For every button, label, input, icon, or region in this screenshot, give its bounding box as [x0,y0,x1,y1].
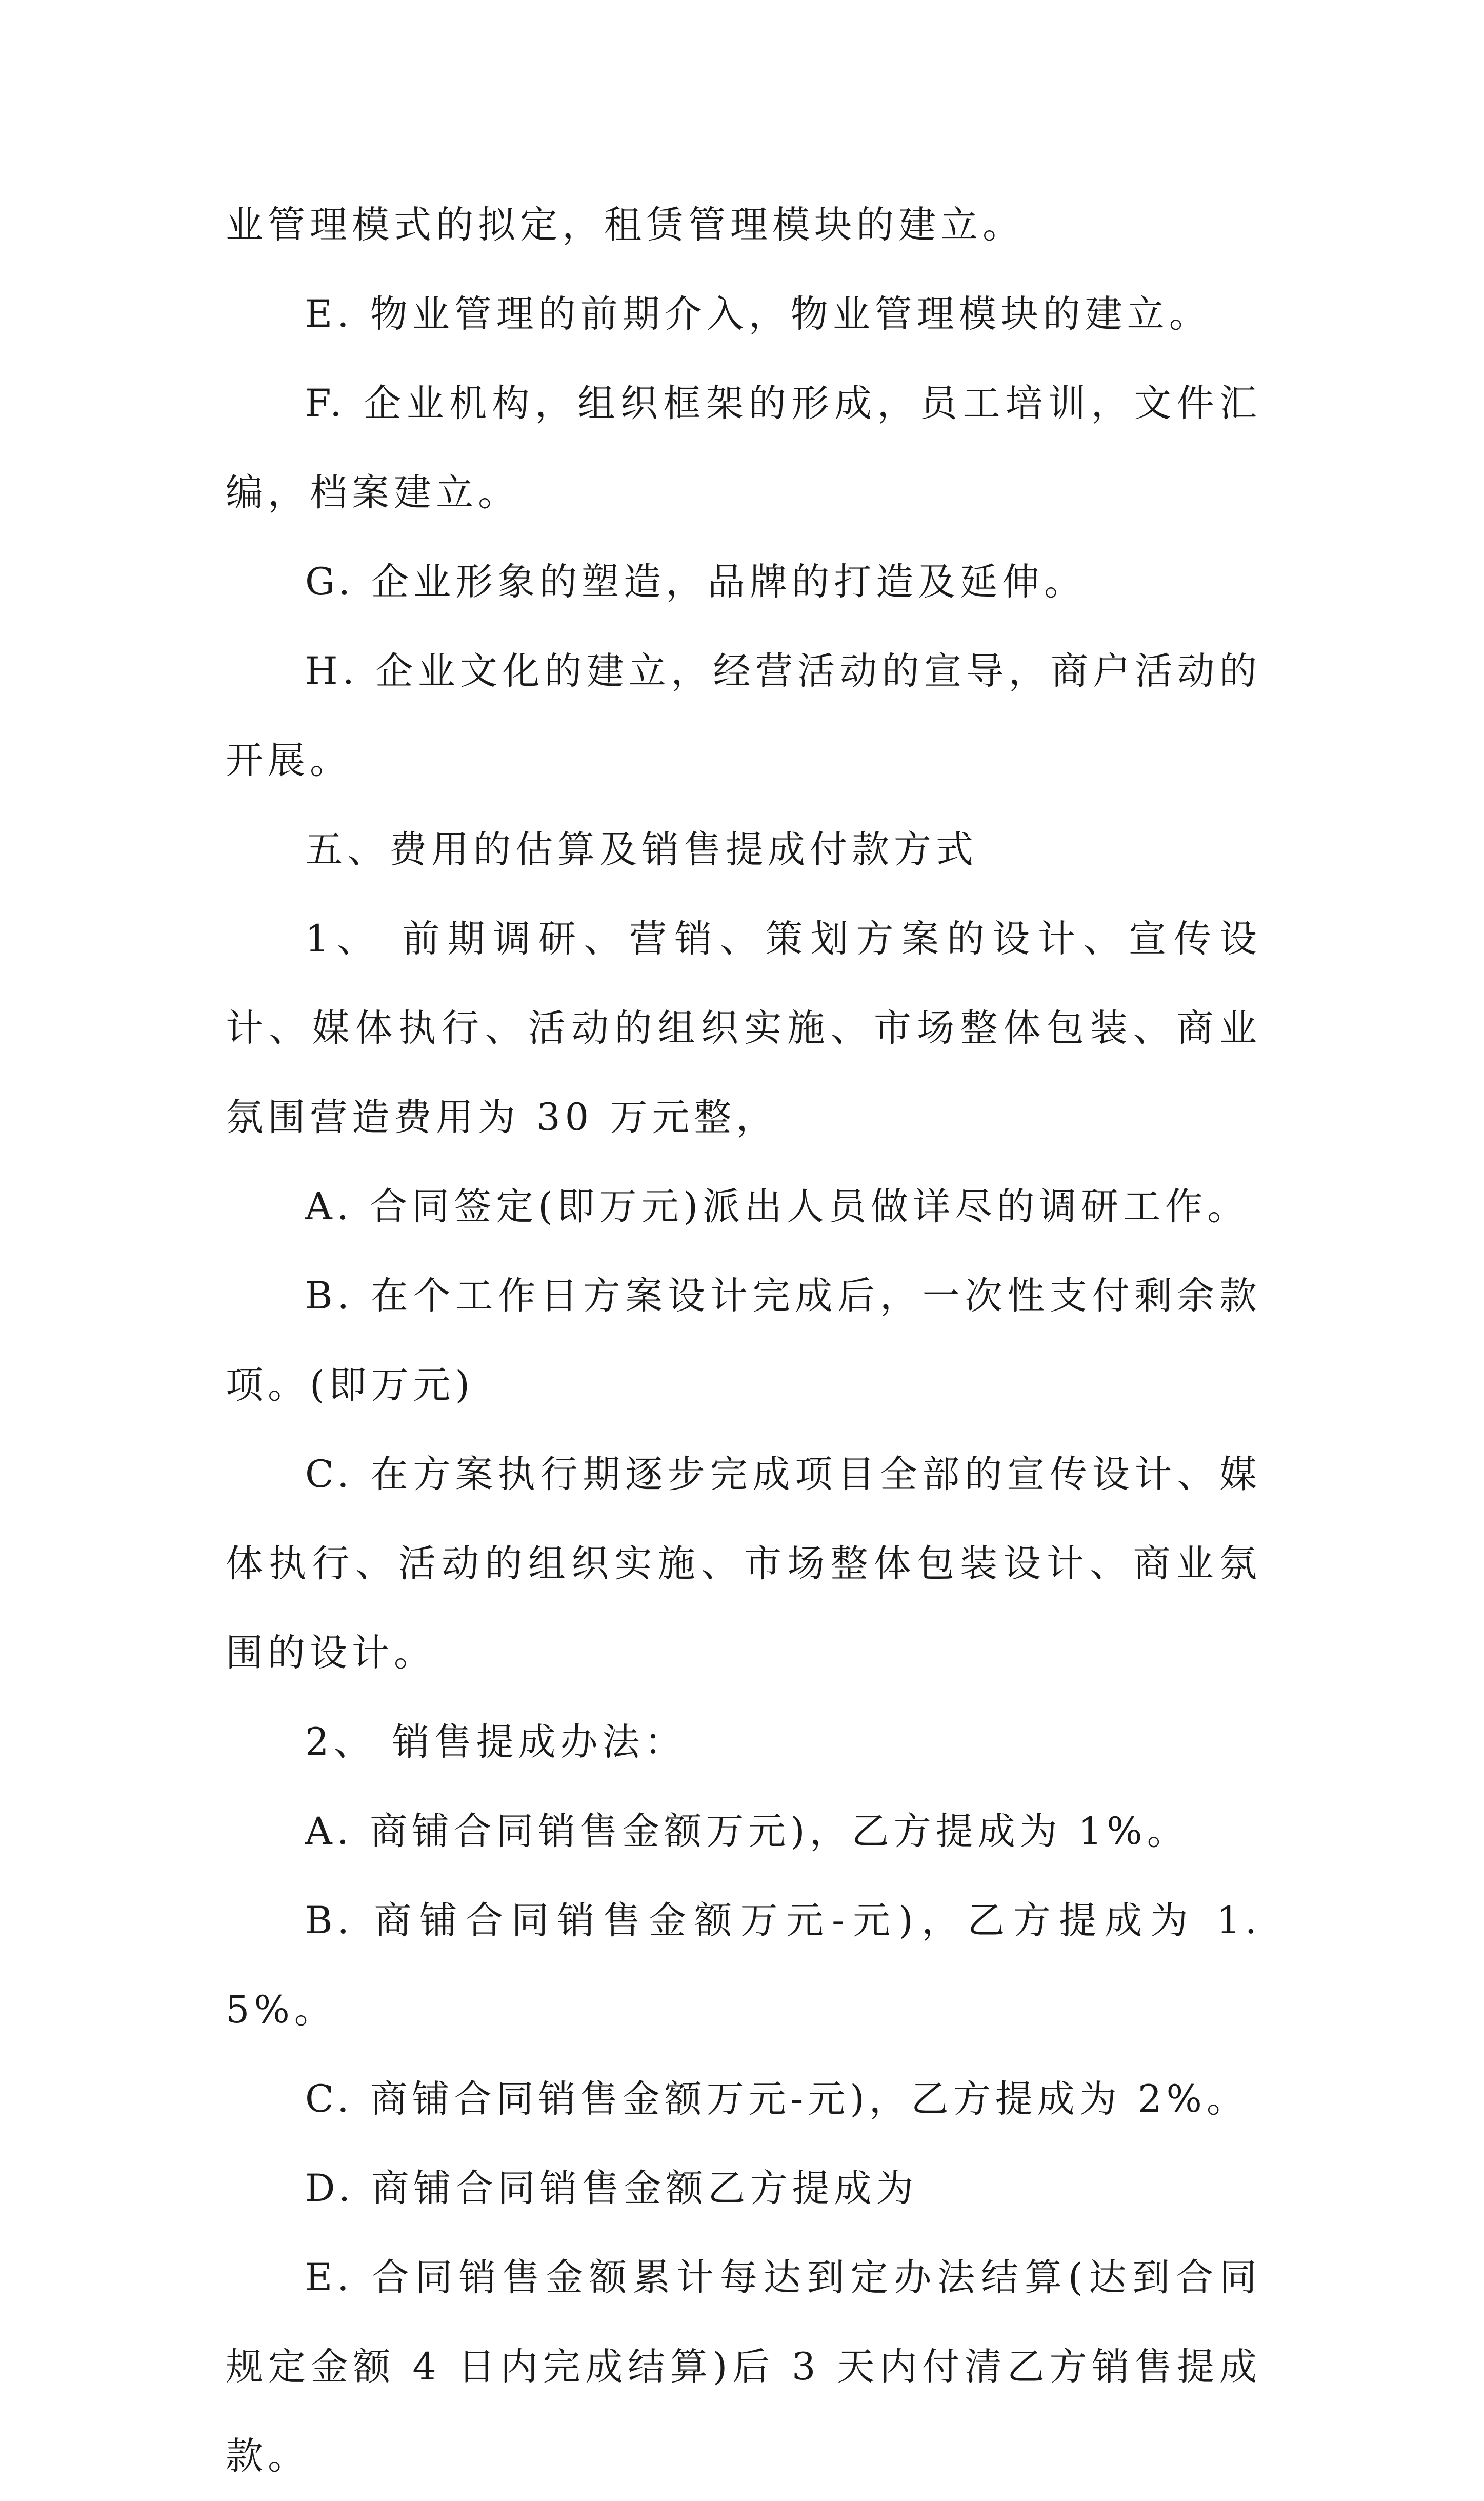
paragraph-item-f-organization: F. 企业机构，组织框架的形成，员工培训，文件汇编，档案建立。 [226,382,1261,514]
paragraph-commission-c: C. 商铺合同销售金额万元-元)，乙方提成为 2%。 [305,2077,1249,2121]
paragraph-commission-e-settlement: E. 合同销售金额累计每达到定办法结算(达到合同规定金额 4 日内完成结算)后 3 天内付清乙方销售提成款。 [226,2256,1261,2478]
paragraph-item-1-planning-fee: 1、 前期调研、营销、策划方案的设计、宣传设计、媒体执行、活动的组织实施、市场整体包装、商业氛围营造费用为 30 万元整， [226,917,1261,1139]
paragraph-item-b-remaining-payment: B. 在个工作日方案设计完成后，一次性支付剩余款项。(即万元) [226,1274,1261,1407]
paragraph-commission-b: B. 商铺合同销售金额万元-元)，乙方提成为 1.5%。 [226,1899,1261,2032]
paragraph-item-h-corporate-culture: H. 企业文化的建立，经营活动的宣导，商户活动的开展。 [226,649,1261,782]
section-heading-cost-estimate: 五、费用的估算及销售提成付款方式 [305,828,978,871]
paragraph-commission-a: A. 商铺合同销售金额万元)，乙方提成为 1%。 [305,1810,1189,1853]
paragraph-item-a-contract-signing: A. 合同签定(即万元)派出人员做详尽的调研工作。 [305,1185,1250,1228]
paragraph-property-management-mode: 业管理模式的拟定，租赁管理模块的建立。 [226,203,1025,247]
paragraph-item-c-plan-execution: C. 在方案执行期逐步完成项目全部的宣传设计、媒体执行、活动的组织实施、市场整体包装设计、商业氛围的设计。 [226,1453,1261,1675]
paragraph-item-2-commission-method: 2、 销售提成办法： [305,1720,687,1764]
document-body [226,181,1261,2501]
paragraph-item-e-early-intervention: E. 物业管理的前期介入，物业管理模块的建立。 [305,292,1211,336]
paragraph-item-g-brand-image: G. 企业形象的塑造，品牌的打造及延伸。 [305,560,1087,604]
paragraph-commission-d: D. 商铺合同销售金额乙方提成为 [305,2167,918,2210]
